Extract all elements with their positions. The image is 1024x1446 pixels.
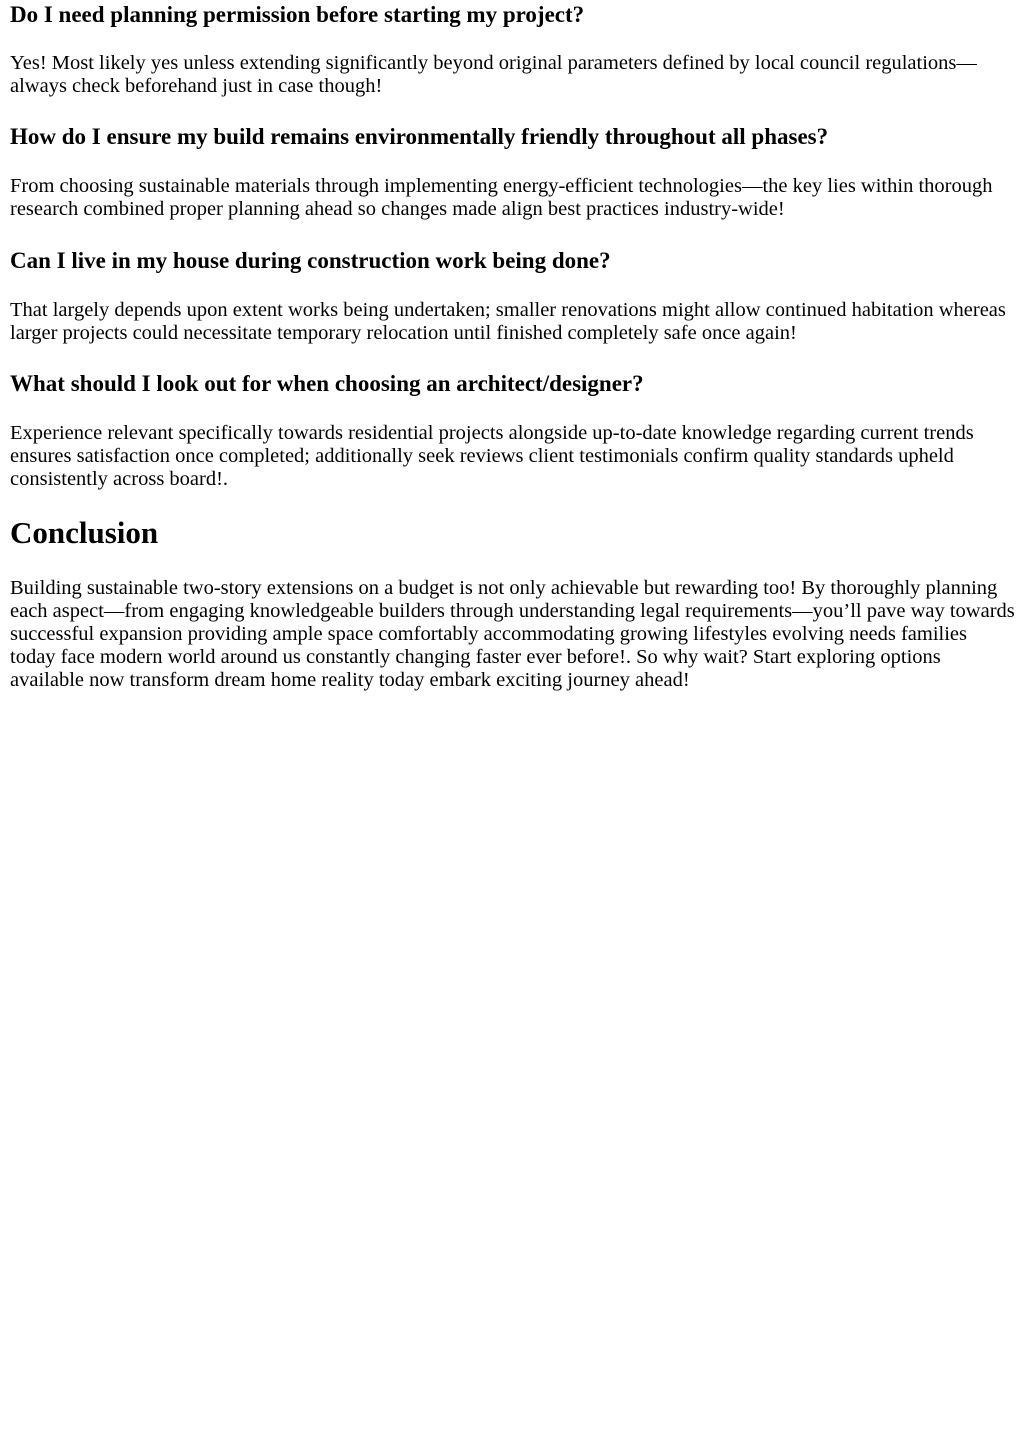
conclusion-paragraph: Building sustainable two-story extensions on a budget is not only achievable but rewarding too! By thoroughly planning each aspect—from engaging knowledgeable builders through understanding legal requirements—you’ll pave way towards successful expansion providing ample space comfortably accommodating growing lifestyles evolving needs families today face modern world around us constantly changing faster ever before!. So why wait? Start exploring options available now transform dream home reality today embark exciting journey ahead! [10, 577, 1015, 691]
faq-answer: That largely depends upon extent works being undertaken; smaller renovations might allow continued habitation whereas larger projects could necessitate temporary relocation until finished completely safe once again! [10, 299, 1006, 344]
faq-answer: From choosing sustainable materials through implementing energy-efficient technologies—the key lies within thorough research combined proper planning ahead so changes made align best practices industry-wide! [10, 175, 993, 220]
faq-question: What should I look out for when choosing an architect/designer? [10, 371, 644, 396]
faq-answer: Yes! Most likely yes unless extending significantly beyond original parameters defined by local council regulations—always check beforehand just in case though! [10, 52, 977, 97]
conclusion-heading: Conclusion [10, 515, 159, 550]
faq-question: How do I ensure my build remains environmentally friendly throughout all phases? [10, 124, 829, 149]
faq-answer: Experience relevant specifically towards residential projects alongside up-to-date knowledge regarding current trends ensures satisfaction once completed; additionally seek reviews client testimonials confirm quality standards upheld consistently across board!. [10, 422, 974, 490]
faq-question: Do I need planning permission before starting my project? [10, 2, 585, 27]
faq-question: Can I live in my house during construction work being done? [10, 248, 611, 273]
